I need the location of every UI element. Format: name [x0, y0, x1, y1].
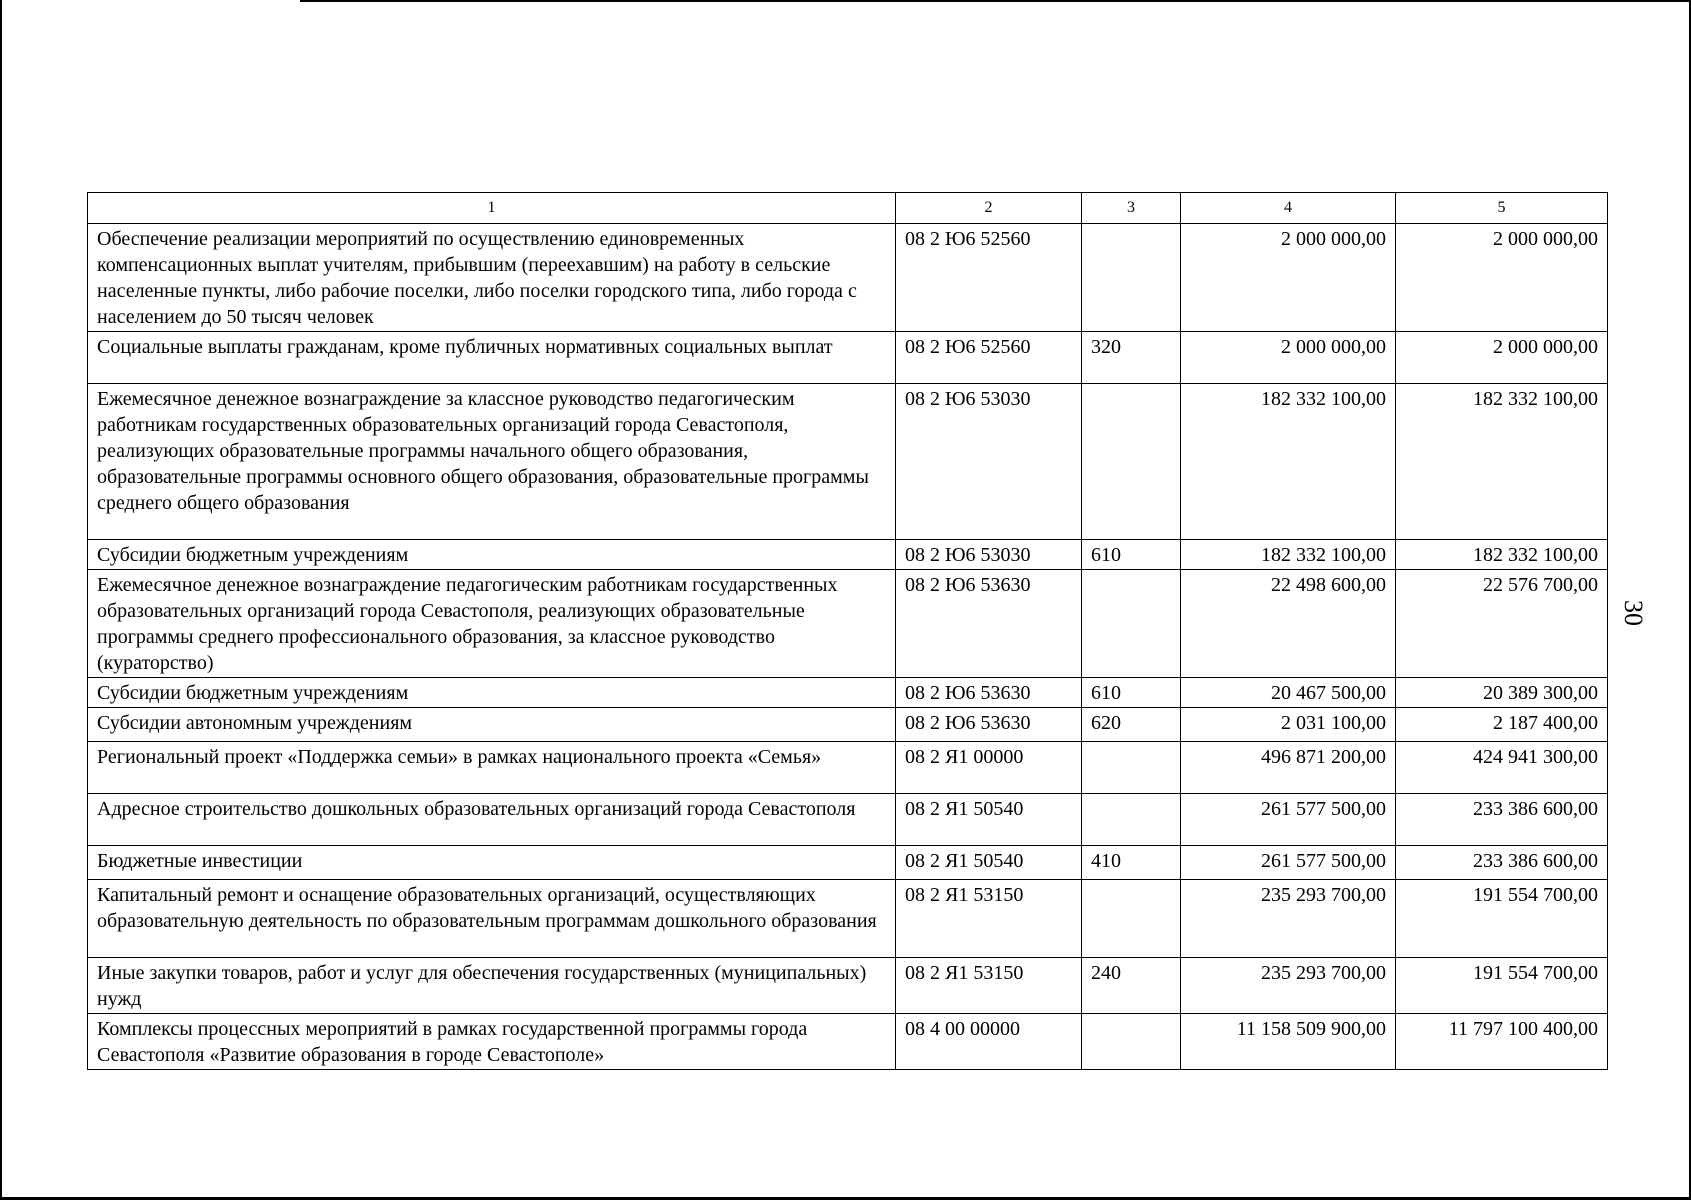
row-code-cell: 08 2 Ю6 53030 — [896, 384, 1082, 540]
table-row — [88, 332, 1608, 384]
row-name-cell: Субсидии бюджетным учреждениям — [88, 678, 896, 708]
row-sum-year1-cell: 22 498 600,00 — [1181, 570, 1396, 678]
table-row — [88, 958, 1608, 1014]
table-row — [88, 794, 1608, 846]
row-sum-year1-cell: 261 577 500,00 — [1181, 794, 1396, 846]
row-code-cell: 08 2 Ю6 53030 — [896, 540, 1082, 570]
row-kvr-cell — [1082, 570, 1181, 678]
row-name-cell: Обеспечение реализации мероприятий по осуществлению единовременных компенсационных выплат учителям, прибывшим (переехавшим) на работу в сельские населенные пункты, либо рабочие поселки, либо поселки городского типа, либо города с населением до 50 тысяч человек — [88, 224, 896, 332]
row-sum-year1-cell: 2 000 000,00 — [1181, 332, 1396, 384]
row-sum-year1-cell: 2 000 000,00 — [1181, 224, 1396, 332]
row-sum-year1-cell: 182 332 100,00 — [1181, 384, 1396, 540]
row-name-cell: Региональный проект «Поддержка семьи» в рамках национального проекта «Семья» — [88, 742, 896, 794]
row-code-cell: 08 2 Ю6 52560 — [896, 224, 1082, 332]
row-sum-year1-cell: 182 332 100,00 — [1181, 540, 1396, 570]
row-sum-year1-cell: 496 871 200,00 — [1181, 742, 1396, 794]
row-sum-year1-cell: 20 467 500,00 — [1181, 678, 1396, 708]
table-row — [88, 384, 1608, 540]
row-sum-year2-cell: 2 187 400,00 — [1396, 708, 1608, 742]
row-kvr-cell — [1082, 880, 1181, 958]
row-code-cell: 08 2 Ю6 53630 — [896, 678, 1082, 708]
row-kvr-cell: 320 — [1082, 332, 1181, 384]
row-kvr-cell — [1082, 742, 1181, 794]
column-header-4: 4 — [1181, 193, 1396, 224]
row-name-cell: Бюджетные инвестиции — [88, 846, 896, 880]
row-sum-year2-cell: 191 554 700,00 — [1396, 880, 1608, 958]
row-code-cell: 08 2 Ю6 52560 — [896, 332, 1082, 384]
row-code-cell: 08 2 Я1 50540 — [896, 846, 1082, 880]
row-name-cell: Капитальный ремонт и оснащение образовательных организаций, осуществляющих образовательную деятельность по образовательным программам дошкольного образования — [88, 880, 896, 958]
row-code-cell: 08 4 00 00000 — [896, 1014, 1082, 1070]
row-kvr-cell: 620 — [1082, 708, 1181, 742]
row-name-cell: Комплексы процессных мероприятий в рамках государственной программы города Севастополя «Развитие образования в городе Севастополе» — [88, 1014, 896, 1070]
column-header-2: 2 — [896, 193, 1082, 224]
row-code-cell: 08 2 Я1 00000 — [896, 742, 1082, 794]
page-border-top — [300, 0, 1691, 2]
row-code-cell: 08 2 Я1 53150 — [896, 880, 1082, 958]
row-kvr-cell: 610 — [1082, 540, 1181, 570]
row-sum-year1-cell: 261 577 500,00 — [1181, 846, 1396, 880]
row-sum-year1-cell: 2 031 100,00 — [1181, 708, 1396, 742]
table-row — [88, 570, 1608, 678]
row-sum-year2-cell: 22 576 700,00 — [1396, 570, 1608, 678]
row-sum-year1-cell: 235 293 700,00 — [1181, 958, 1396, 1014]
row-kvr-cell: 240 — [1082, 958, 1181, 1014]
row-sum-year2-cell: 182 332 100,00 — [1396, 540, 1608, 570]
row-name-cell: Субсидии автономным учреждениям — [88, 708, 896, 742]
row-name-cell: Социальные выплаты гражданам, кроме публичных нормативных социальных выплат — [88, 332, 896, 384]
row-code-cell: 08 2 Ю6 53630 — [896, 570, 1082, 678]
table-body — [88, 224, 1608, 1070]
table-row — [88, 708, 1608, 742]
header-row — [88, 193, 1608, 224]
row-sum-year1-cell: 11 158 509 900,00 — [1181, 1014, 1396, 1070]
row-sum-year2-cell: 191 554 700,00 — [1396, 958, 1608, 1014]
row-name-cell: Субсидии бюджетным учреждениям — [88, 540, 896, 570]
row-sum-year2-cell: 182 332 100,00 — [1396, 384, 1608, 540]
row-code-cell: 08 2 Я1 50540 — [896, 794, 1082, 846]
table-row — [88, 846, 1608, 880]
row-sum-year1-cell: 235 293 700,00 — [1181, 880, 1396, 958]
row-kvr-cell — [1082, 384, 1181, 540]
page-number: 30 — [1619, 600, 1648, 626]
row-code-cell: 08 2 Я1 53150 — [896, 958, 1082, 1014]
table-row — [88, 880, 1608, 958]
row-kvr-cell — [1082, 1014, 1181, 1070]
page-border-left — [0, 0, 2, 1200]
row-name-cell: Ежемесячное денежное вознаграждение педагогическим работникам государственных образовательных организаций города Севастополя, реализующих образовательные программы среднего профессионального образования, за классное руководство (кураторство) — [88, 570, 896, 678]
row-code-cell: 08 2 Ю6 53630 — [896, 708, 1082, 742]
column-header-5: 5 — [1396, 193, 1608, 224]
table-row — [88, 540, 1608, 570]
column-header-1: 1 — [88, 193, 896, 224]
row-sum-year2-cell: 11 797 100 400,00 — [1396, 1014, 1608, 1070]
row-kvr-cell: 410 — [1082, 846, 1181, 880]
row-sum-year2-cell: 233 386 600,00 — [1396, 846, 1608, 880]
row-sum-year2-cell: 233 386 600,00 — [1396, 794, 1608, 846]
table-row — [88, 742, 1608, 794]
row-name-cell: Адресное строительство дошкольных образовательных организаций города Севастополя — [88, 794, 896, 846]
row-sum-year2-cell: 2 000 000,00 — [1396, 332, 1608, 384]
column-header-3: 3 — [1082, 193, 1181, 224]
row-name-cell: Ежемесячное денежное вознаграждение за классное руководство педагогическим работникам государственных образовательных организаций города Севастополя, реализующих образовательные программы начального общего образования, образовательные программы основного общего образования, образовательные программы среднего общего образования — [88, 384, 896, 540]
row-name-cell: Иные закупки товаров, работ и услуг для обеспечения государственных (муниципальных) нужд — [88, 958, 896, 1014]
row-sum-year2-cell: 20 389 300,00 — [1396, 678, 1608, 708]
row-kvr-cell: 610 — [1082, 678, 1181, 708]
table-row — [88, 224, 1608, 332]
row-sum-year2-cell: 424 941 300,00 — [1396, 742, 1608, 794]
row-kvr-cell — [1082, 224, 1181, 332]
row-kvr-cell — [1082, 794, 1181, 846]
budget-table — [87, 192, 1608, 1070]
table-row — [88, 678, 1608, 708]
row-sum-year2-cell: 2 000 000,00 — [1396, 224, 1608, 332]
table-row — [88, 1014, 1608, 1070]
